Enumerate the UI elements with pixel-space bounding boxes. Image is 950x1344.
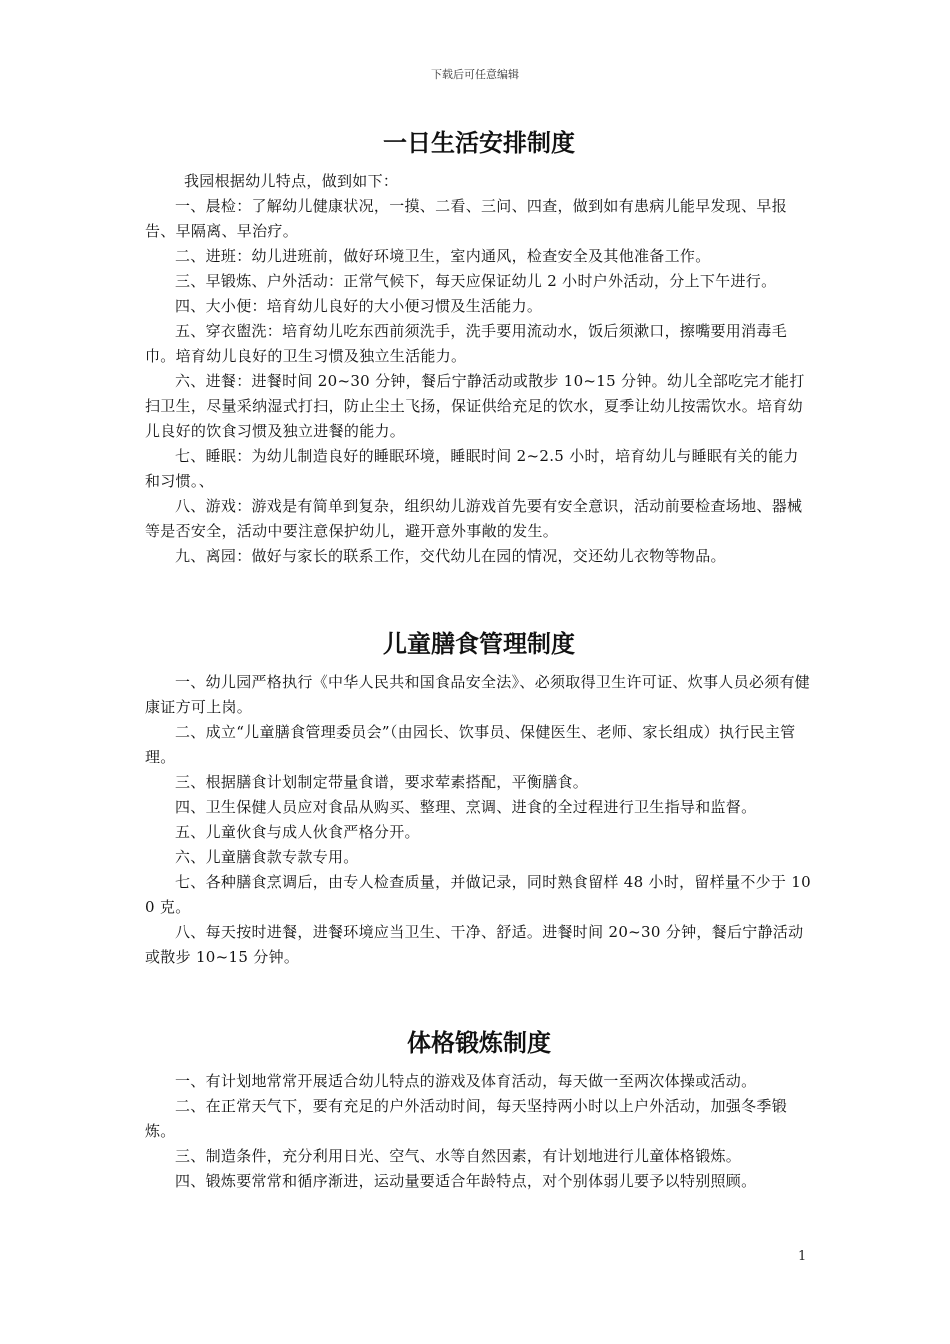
paragraph: 三、早锻炼、户外活动：正常气候下，每天应保证幼儿 2 小时户外活动，分上下午进行。 <box>175 272 777 290</box>
paragraph: 三、制造条件，充分利用日光、空气、水等自然因素，有计划地进行儿童体格锻炼。 <box>175 1147 742 1165</box>
paragraph: 七、各种膳食烹调后，由专人检查质量，并做记录，同时熟食留样 48 小时，留样量不少于 100 克。 <box>145 873 811 916</box>
paragraph: 一、幼儿园严格执行《中华人民共和国食品安全法》、必须取得卫生许可证、炊事人员必须有健康证方可上岗。 <box>145 673 811 716</box>
paragraph: 二、成立“儿童膳食管理委员会”（由园长、饮事员、保健医生、老师、家长组成）执行民主管理。 <box>145 723 796 766</box>
paragraph: 五、穿衣盥洗：培育幼儿吃东西前须洗手，洗手要用流动水，饭后须漱口，擦嘴要用消毒毛巾。培育幼儿良好的卫生习惯及独立生活能力。 <box>145 322 788 365</box>
page-header: 下载后可任意编辑 <box>431 68 519 81</box>
section-title-meal-management: 儿童膳食管理制度 <box>383 629 575 658</box>
paragraph: 六、儿童膳食款专款专用。 <box>175 848 359 866</box>
paragraph: 一、有计划地常常开展适合幼儿特点的游戏及体育活动，每天做一至两次体操或活动。 <box>175 1072 757 1090</box>
paragraph: 二、在正常天气下，要有充足的户外活动时间，每天坚持两小时以上户外活动，加强冬季锻炼。 <box>145 1097 788 1140</box>
paragraph: 七、睡眠：为幼儿制造良好的睡眠环境，睡眠时间 2~2.5 小时，培育幼儿与睡眠有关的能力和习惯。、 <box>145 447 799 490</box>
paragraph: 四、卫生保健人员应对食品从购买、整理、烹调、进食的全过程进行卫生指导和监督。 <box>175 798 757 816</box>
paragraph: 八、每天按时进餐，进餐环境应当卫生、干净、舒适。进餐时间 20~30 分钟，餐后宁静活动或散步 10~15 分钟。 <box>145 923 804 966</box>
section-title-physical-exercise: 体格锻炼制度 <box>407 1028 551 1057</box>
paragraph: 四、锻炼要常常和循序渐进，运动量要适合年龄特点，对个别体弱儿要予以特别照顾。 <box>175 1172 757 1190</box>
paragraph: 我园根据幼儿特点，做到如下： <box>184 172 399 190</box>
paragraph: 九、离园：做好与家长的联系工作，交代幼儿在园的情况，交还幼儿衣物等物品。 <box>175 547 726 565</box>
paragraph: 一、晨检：了解幼儿健康状况，一摸、二看、三问、四查，做到如有患病儿能早发现、早报告、早隔离、早治疗。 <box>145 197 788 240</box>
page-number: 1 <box>798 1249 807 1264</box>
paragraph: 四、大小便：培育幼儿良好的大小便习惯及生活能力。 <box>175 297 543 315</box>
paragraph: 八、游戏：游戏是有简单到复杂，组织幼儿游戏首先要有安全意识，活动前要检查场地、器械等是否安全，活动中要注意保护幼儿，避开意外事敞的发生。 <box>145 497 803 540</box>
section-title-daily-schedule: 一日生活安排制度 <box>383 128 575 157</box>
paragraph: 六、进餐：进餐时间 20~30 分钟，餐后宁静活动或散步 10~15 分钟。幼儿全部吃完才能打扫卫生，尽量采纳湿式打扫，防止尘土飞扬，保证供给充足的饮水，夏季让幼儿按需饮水。培育幼儿良好的饮食习惯及独立进餐的能力。 <box>145 372 805 440</box>
paragraph: 五、儿童伙食与成人伙食严格分开。 <box>175 823 420 841</box>
paragraph: 三、根据膳食计划制定带量食谱，要求荤素搭配，平衡膳食。 <box>175 773 589 791</box>
document-body <box>145 128 813 1194</box>
paragraph: 二、进班：幼儿进班前，做好环境卫生，室内通风，检查安全及其他准备工作。 <box>175 247 711 265</box>
